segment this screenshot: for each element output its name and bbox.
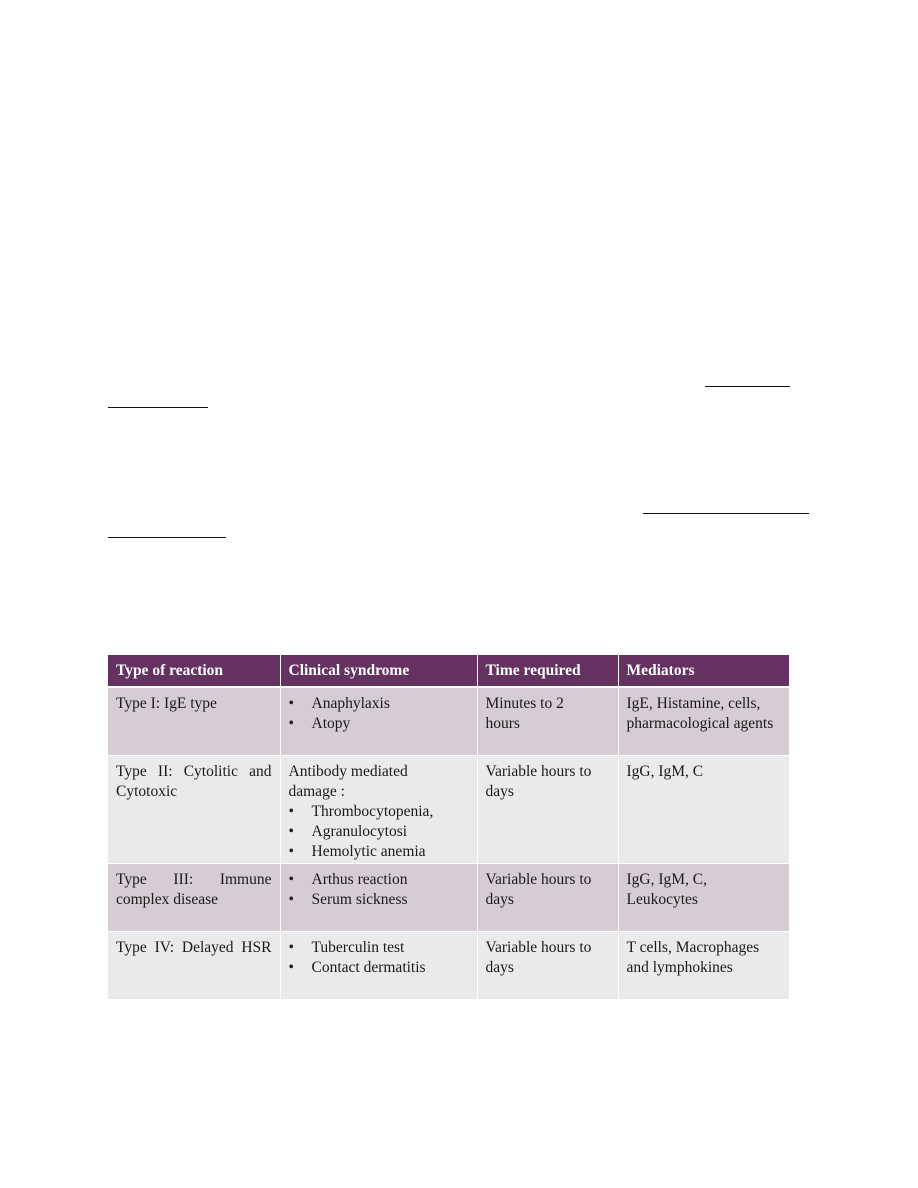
syndrome-list <box>289 938 469 978</box>
cell-syndrome <box>280 687 477 755</box>
underline-mark <box>108 537 226 538</box>
type-line: complex disease <box>116 890 219 908</box>
header-time-required: Time required <box>477 655 618 687</box>
header-mediators: Mediators <box>618 655 789 687</box>
time-text: Variable hours to days <box>485 870 592 908</box>
cell-type <box>108 755 280 863</box>
list-item: • Tuberculin test <box>289 938 469 958</box>
syndrome-list <box>289 870 469 910</box>
type-line: Type III: Immune <box>116 870 272 888</box>
list-item: • Serum sickness <box>289 890 469 910</box>
mediators-text: IgE, Histamine, cells, pharmacological agents <box>626 695 774 732</box>
cell-time <box>477 687 618 755</box>
list-item: • Thrombocytopenia, <box>289 802 469 822</box>
cell-mediators <box>618 863 789 931</box>
cell-type <box>108 687 280 755</box>
time-text: Minutes to 2 hours <box>485 695 564 732</box>
list-item: • Agranulocytosi <box>289 822 469 842</box>
time-text: Variable hours to days <box>485 938 592 976</box>
underline-mark <box>108 407 208 408</box>
syndrome-intro: Antibody mediated damage : <box>288 762 408 800</box>
cell-time <box>477 931 618 999</box>
syndrome-list <box>289 802 469 862</box>
type-line: Type I: IgE type <box>116 695 217 712</box>
table-row <box>108 687 789 755</box>
time-text: Variable hours to days <box>485 762 592 800</box>
cell-syndrome <box>280 931 477 999</box>
cell-mediators <box>618 755 789 863</box>
header-type-of-reaction: Type of reaction <box>108 655 280 687</box>
list-item: • Hemolytic anemia <box>289 842 469 862</box>
cell-syndrome <box>280 755 477 863</box>
cell-time <box>477 863 618 931</box>
syndrome-list <box>289 694 469 734</box>
cell-mediators <box>618 687 789 755</box>
cell-mediators <box>618 931 789 999</box>
header-clinical-syndrome: Clinical syndrome <box>280 655 477 687</box>
mediators-text: IgG, IgM, C, Leukocytes <box>626 870 708 908</box>
table-row <box>108 755 789 863</box>
mediators-text: T cells, Macrophages and lymphokines <box>626 938 760 976</box>
table-header-row <box>108 655 789 687</box>
cell-type <box>108 931 280 999</box>
underline-mark <box>705 386 790 387</box>
type-line: Type IV: Delayed HSR <box>116 938 272 956</box>
list-item: • Arthus reaction <box>289 870 469 890</box>
underline-mark <box>643 513 809 514</box>
cell-type <box>108 863 280 931</box>
cell-time <box>477 755 618 863</box>
cell-syndrome <box>280 863 477 931</box>
mediators-text: IgG, IgM, C <box>626 762 704 780</box>
type-line: Cytotoxic <box>116 782 178 800</box>
table-row <box>108 863 789 931</box>
type-line: Type II: Cytolitic and <box>116 762 272 780</box>
list-item: • Atopy <box>289 714 469 734</box>
table-row <box>108 931 789 999</box>
hypersensitivity-table <box>108 655 789 1000</box>
list-item: • Anaphylaxis <box>289 694 469 714</box>
list-item: • Contact dermatitis <box>289 958 469 978</box>
